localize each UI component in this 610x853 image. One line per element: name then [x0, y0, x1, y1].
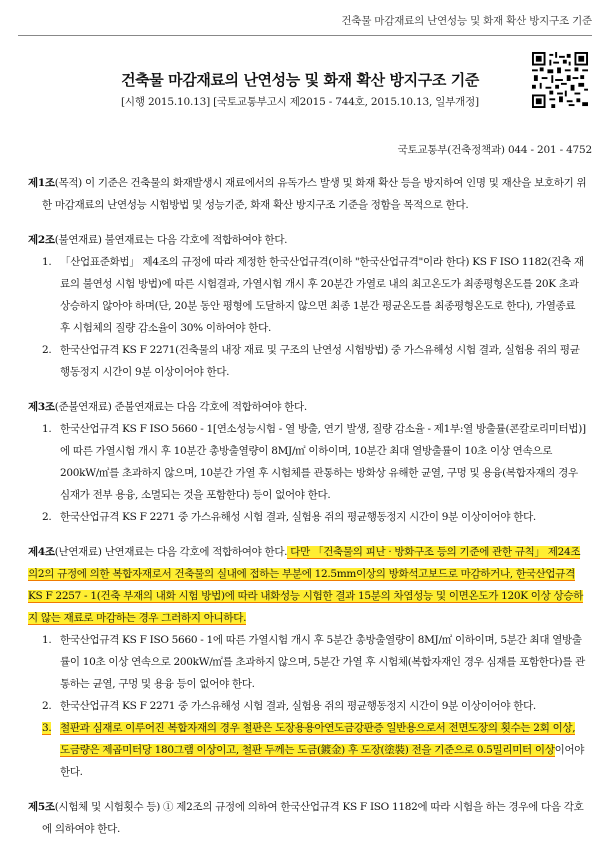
- item-text: 한국산업규격 KS F 2271(건축물의 내장 재료 및 구조의 난연성 시험방법) 중 가스유해성 시험 결과, 실험용 쥐의 평균행동정지 시간이 9분 이상이어야 한다.: [60, 344, 580, 378]
- item-text: 한국산업규격 KS F ISO 5660 - 1[연소성능시험 - 열 방출, 연기 발생, 질량 감소율 - 제1부:열 방출률(콘칼로리미터법)]에 따른 가열시험 개시 후 10분간 총방출열량이 8MJ/㎡ 이하이며, 10분간 최대 열방출률이 10초 이상 연속으로 200kW/㎡를 초과하지 않으며, 10분간 가열 후 시험체를 관통하는 방화상 유해한 균열, 구멍 및 용융(복합자재의 경우 심재가 전부 용융, 소멸되는 것을 포함한다) 등이 없어야 한다.: [60, 423, 586, 501]
- list-item: [42, 339, 588, 383]
- article-5: [28, 796, 588, 840]
- item-number: 2.: [42, 344, 52, 356]
- item-number: 2.: [42, 511, 52, 523]
- highlighted-item-text: 철판과 심재로 이루어진 복합자재의 경우 철판은 도장용용아연도금강판증 일반용으로서 전면도장의 횟수는 2회 이상, 도금량은 제곱미터당 180그램 이상이고, 철판 두께는 도금(鍍金) 후 도장(塗裝) 전을 기준으로 0.5밀리미터 이상: [60, 722, 576, 756]
- item-text: 한국산업규격 KS F 2271 중 가스유해성 시험 결과, 실험용 쥐의 평균행동정지 시간이 9분 이상이어야 한다.: [60, 700, 536, 712]
- article-1: [28, 172, 588, 216]
- article-text: (시험체 및 시험횟수 등) ① 제2조의 규정에 의하여 한국산업규격 KS F ISO 1182에 따라 시험을 하는 경우에 다음 각호에 의하여야 한다.: [42, 801, 584, 835]
- list-item: [42, 251, 588, 339]
- document-title: 건축물 마감재료의 난연성능 및 화재 확산 방지구조 기준: [121, 71, 479, 89]
- header-divider: [18, 35, 592, 36]
- article-4: [28, 541, 588, 783]
- article-text: (준불연재료) 준불연재료는 다음 각호에 적합하여야 한다.: [54, 401, 307, 413]
- running-header: 건축물 마감재료의 난연성능 및 화재 확산 방지구조 기준: [341, 15, 592, 27]
- document-body: [28, 172, 588, 853]
- item-text: 한국산업규격 KS F ISO 5660 - 1에 따른 가열시험 개시 후 5분간 총방출열량이 8MJ/㎡ 이하이며, 5분간 최대 열방출률이 10초 이상 연속으로 200kW/㎡를 초과하지 않으며, 5분간 가열 후 시험체(복합자재인 경우 심재를 포함한다)를 관통하는 균열, 구멍 및 용융 등이 없어야 한다.: [60, 634, 585, 690]
- item-number: 3.: [42, 722, 52, 734]
- article-text: (목적) 이 기준은 건축물의 화재발생시 재료에서의 유독가스 발생 및 화재 확산 등을 방지하여 인명 및 재산을 보호하기 위한 마감재료의 난연성능 시험방법 및 성능기준, 화재 확산 방지구조 기준을 정함을 목적으로 한다.: [42, 177, 587, 211]
- article-heading: 제5조: [28, 801, 55, 813]
- article-heading: 제1조: [28, 177, 55, 189]
- item-number: 1.: [42, 256, 52, 268]
- item-text: 한국산업규격 KS F 2271 중 가스유해성 시험 결과, 실험용 쥐의 평균행동정지 시간이 9분 이상이어야 한다.: [60, 511, 536, 523]
- item-text: 이어야 한다.: [60, 744, 585, 778]
- item-number: 1.: [42, 423, 52, 435]
- document-subtitle: [시행 2015.10.13] [국토교통부고시 제2015 - 744호, 2015.10.13, 일부개정]: [121, 96, 479, 108]
- list-item: [42, 418, 588, 506]
- article-3: [28, 396, 588, 528]
- list-item: [42, 695, 588, 717]
- list-item: [42, 717, 588, 783]
- item-text: 「산업표준화법」 제4조의 규정에 따라 제정한 한국산업규격(이하 "한국산업규격"이라 한다) KS F ISO 1182(건축 재료의 불연성 시험 방법)에 따른 시험결과, 가열시험 개시 후 20분간 가열로 내의 최고온도가 최종평형온도를 20K 초과 상승하지 않아야 하며(단, 20분 동안 평형에 도달하지 않으면 최종 1분간 평균온도를 최종평형온도로 한다), 가열종료 후 시험체의 질량 감소율이 30% 이하여야 한다.: [60, 256, 584, 334]
- list-item: [42, 506, 588, 528]
- article-heading: 제2조: [28, 234, 55, 246]
- list-item: [42, 629, 588, 695]
- article-text: (난연재료) 난연재료는 다음 각호에 적합하여야 한다.: [54, 546, 288, 558]
- article-text: (불연재료) 불연재료는 다음 각호에 적합하여야 한다.: [54, 234, 288, 246]
- item-number: 1.: [42, 634, 52, 646]
- highlighted-proviso: 다만 「건축물의 피난 · 방화구조 등의 기준에 관한 규칙」 제24조의2의 규정에 의한 복합자재로서 건축물의 실내에 접하는 부분에 12.5mm이상의 방화석고보드로 마감하거나, 한국산업규격 KS F 2257 - 1(건축 부재의 내화 시험 방법)에 따라 내화성능 시험한 결과 15분의 차염성능 및 이면온도가 120K 이상 상승하지 않는 재료로 마감하는 경우 그러하지 아니하다.: [28, 546, 584, 624]
- ministry-contact: 국토교통부(건축정책과) 044 - 201 - 4752: [397, 144, 592, 156]
- article-2: [28, 229, 588, 383]
- article-heading: 제4조: [28, 546, 55, 558]
- item-number: 2.: [42, 700, 52, 712]
- article-heading: 제3조: [28, 401, 55, 413]
